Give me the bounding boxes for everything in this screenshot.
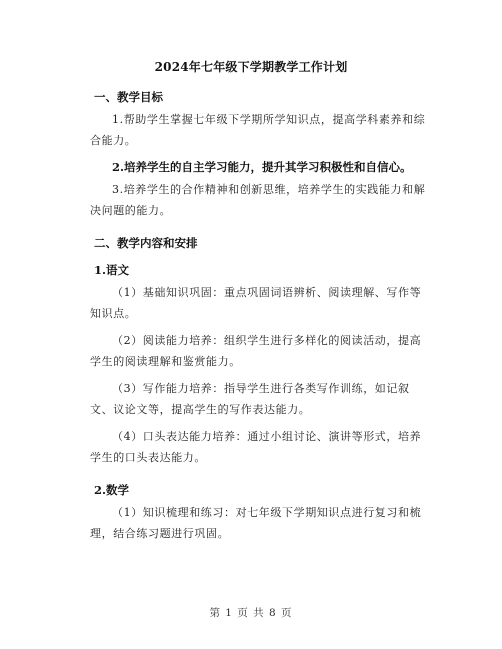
section-heading-content: 二、教学内容和安排 <box>94 236 198 250</box>
goal-item-3: 3.培养学生的合作精神和创新思维，培养学生的实践能力和解决问题的能力。 <box>90 183 426 217</box>
chinese-item-1: （1）基础知识巩固：重点巩固词语辨析、阅读理解、写作等知识点。 <box>90 286 422 320</box>
chinese-item-3: （3）写作能力培养：指导学生进行各类写作训练，如记叙文、议论文等，提高学生的写作表达能力。 <box>90 382 410 416</box>
math-item-1: （1）知识梳理和练习：对七年级下学期知识点进行复习和梳理，结合练习题进行巩固。 <box>90 506 422 540</box>
goal-item-1: 1.帮助学生掌握七年级下学期所学知识点，提高学科素养和综合能力。 <box>90 113 426 147</box>
subsection-heading-math: 2.数学 <box>94 483 130 497</box>
page-footer: 第 1 页 共 8 页 <box>209 607 293 619</box>
goal-item-2: 2.培养学生的自主学习能力，提升其学习积极性和自信心。 <box>112 160 412 174</box>
subsection-heading-chinese: 1.语文 <box>94 263 130 277</box>
document-title: 2024年七年级下学期教学工作计划 <box>154 60 348 74</box>
chinese-item-2: （2）阅读能力培养：组织学生进行多样化的阅读活动，提高学生的阅读理解和鉴赏能力。 <box>90 334 422 368</box>
section-heading-goals: 一、教学目标 <box>94 90 163 104</box>
chinese-item-4: （4）口头表达能力培养：通过小组讨论、演讲等形式，培养学生的口头表达能力。 <box>90 430 422 464</box>
